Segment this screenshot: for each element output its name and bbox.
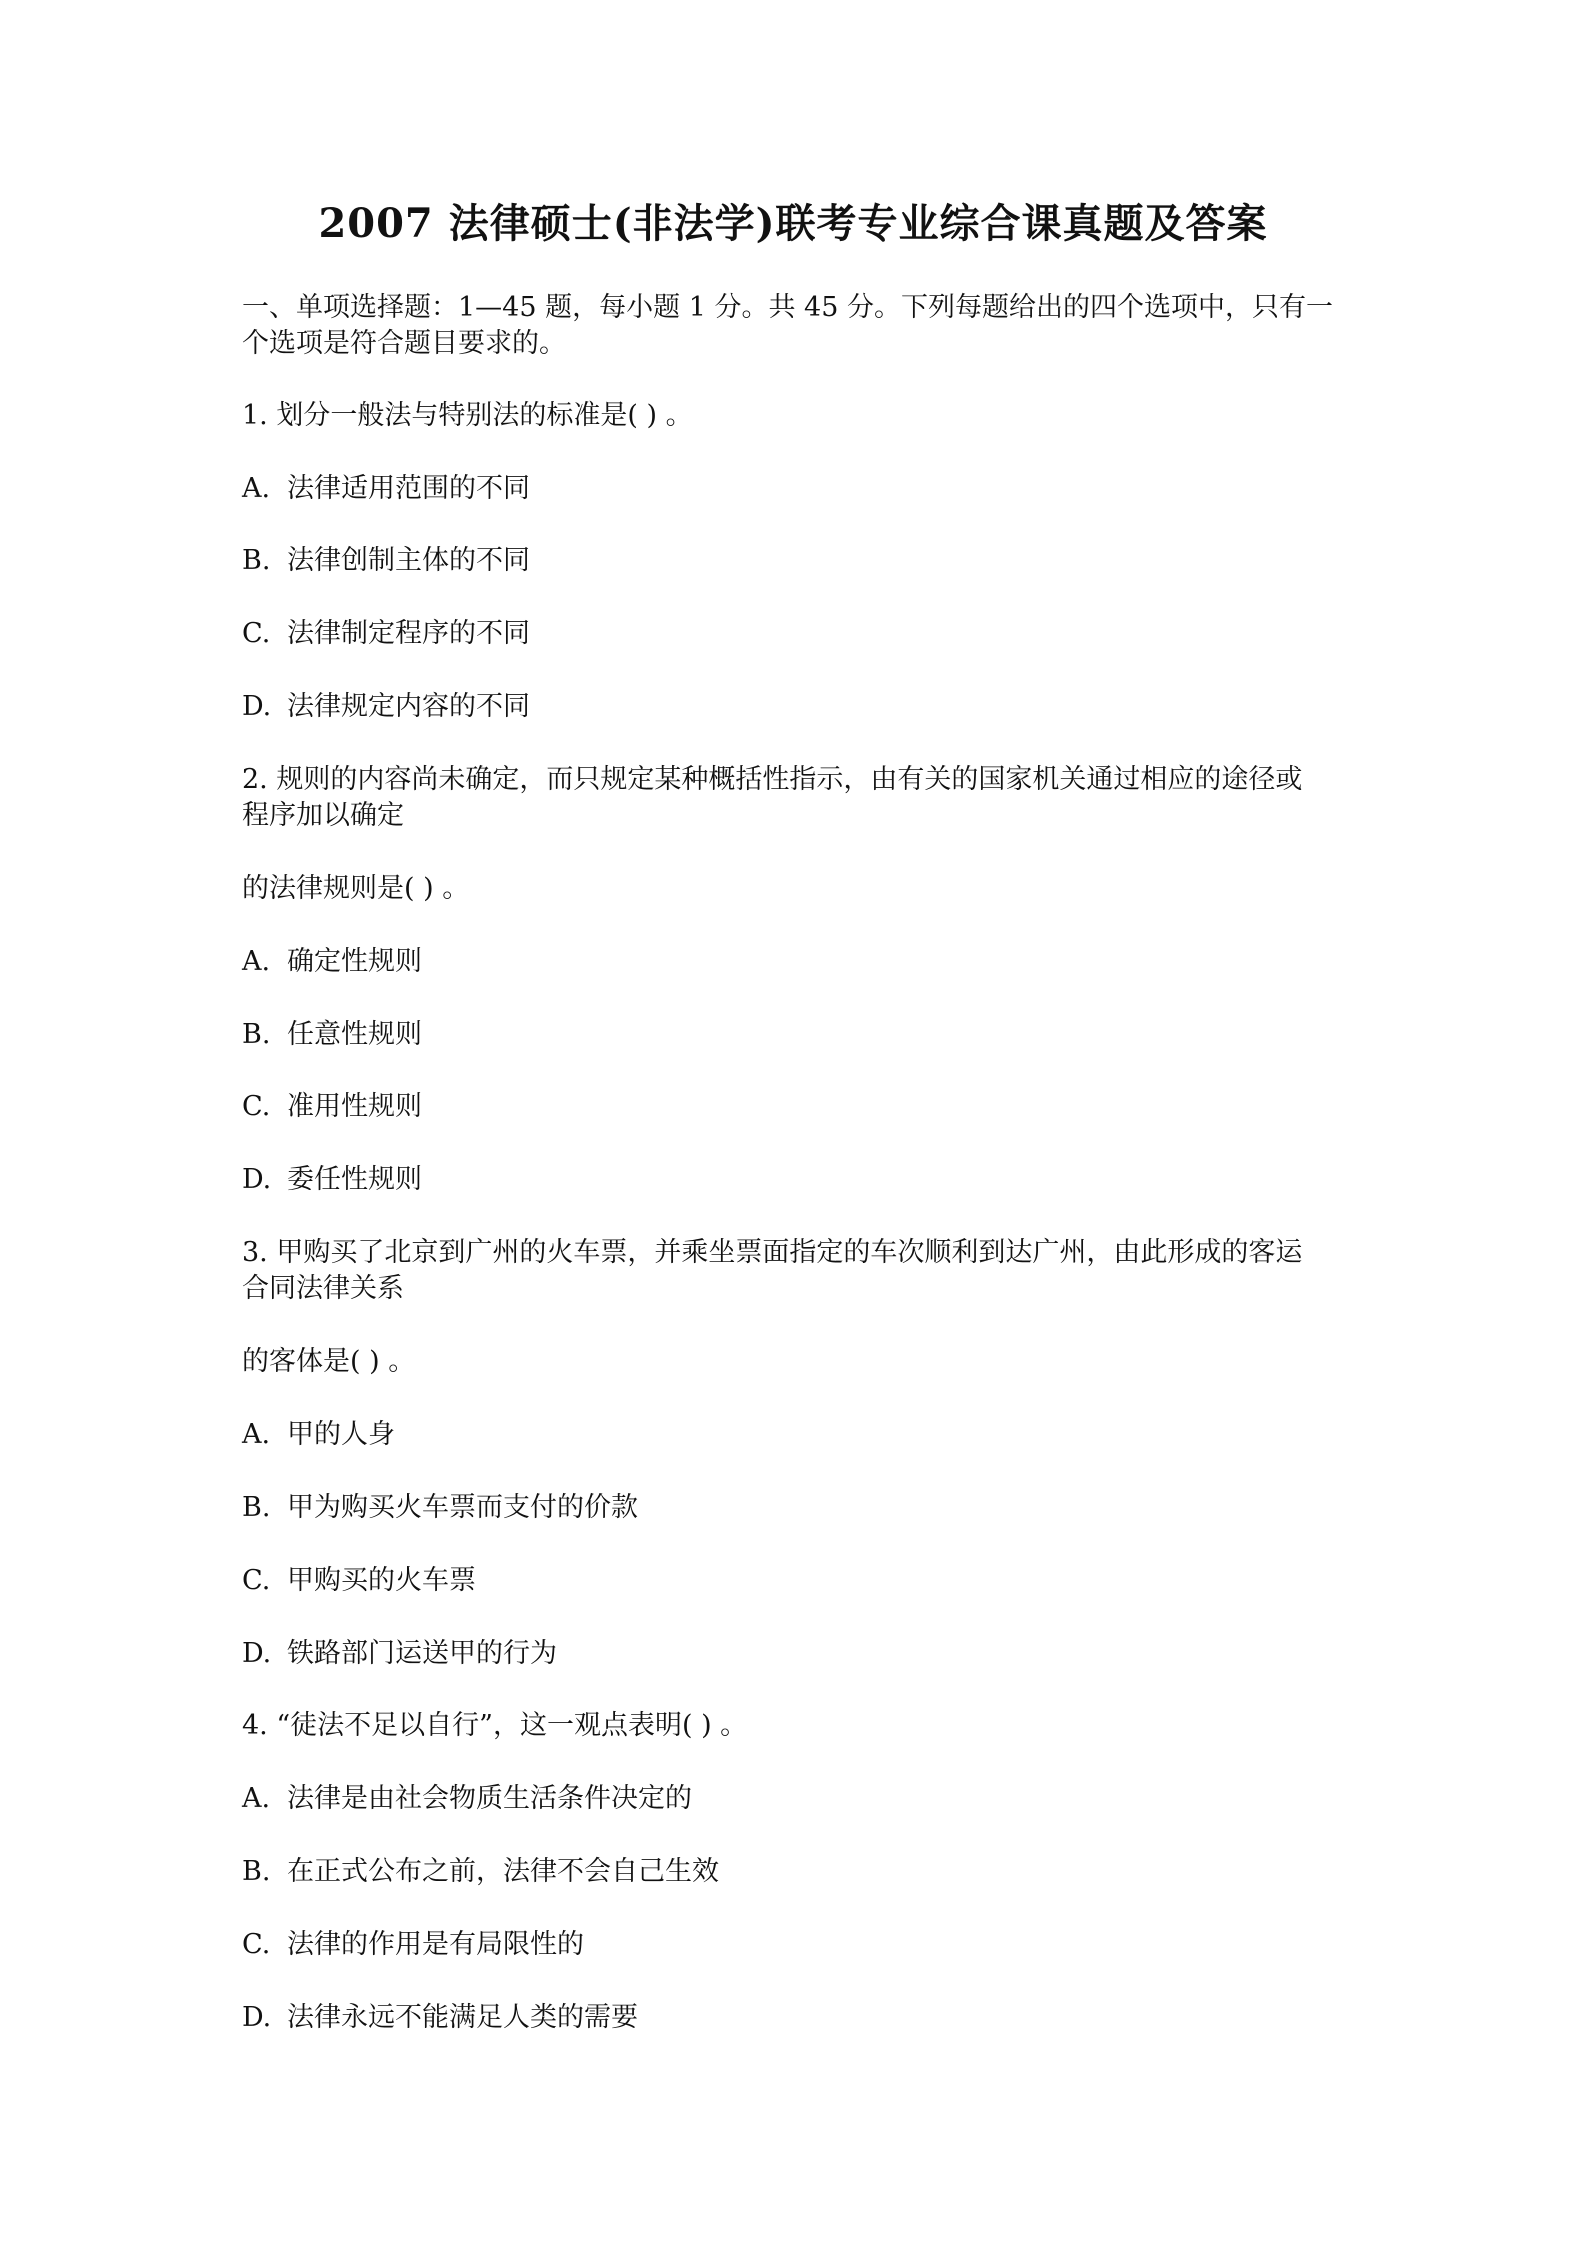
option-letter: D. xyxy=(242,2002,272,2033)
option-letter: A. xyxy=(242,946,271,977)
option-letter: C. xyxy=(242,1929,271,1960)
option-text: 确定性规则 xyxy=(287,946,422,977)
question-3-option-d xyxy=(242,1636,1352,1672)
question-1-option-d xyxy=(242,689,1352,725)
option-text: 任意性规则 xyxy=(287,1019,422,1050)
option-text: 甲的人身 xyxy=(287,1419,395,1450)
question-1-option-a xyxy=(242,471,1352,507)
option-text: 法律是由社会物质生活条件决定的 xyxy=(287,1783,692,1814)
question-2-option-a xyxy=(242,944,1352,980)
question-4-option-c xyxy=(242,1927,1352,1963)
question-4-option-b xyxy=(242,1854,1352,1890)
question-4-option-a xyxy=(242,1781,1352,1817)
option-letter: B. xyxy=(242,1019,271,1050)
option-text: 法律的作用是有局限性的 xyxy=(287,1929,584,1960)
option-text: 准用性规则 xyxy=(287,1091,422,1122)
question-3-stem-line-1: 3. 甲购买了北京到广州的火车票，并乘坐票面指定的车次顺利到达广州，由此形成的客运 xyxy=(242,1237,1303,1268)
question-1-option-b xyxy=(242,543,1352,579)
option-letter: B. xyxy=(242,1856,271,1887)
section-intro-line-2: 个选项是符合题目要求的。 xyxy=(242,328,566,359)
question-3-option-c xyxy=(242,1563,1352,1599)
question-2-option-d xyxy=(242,1162,1352,1198)
question-2-stem-line-2: 程序加以确定 xyxy=(242,800,404,831)
option-letter: A. xyxy=(242,1783,271,1814)
option-text: 在正式公布之前，法律不会自己生效 xyxy=(287,1856,719,1887)
question-2-stem-line-3: 的法律规则是( ) 。 xyxy=(242,873,470,904)
question-3-option-a xyxy=(242,1417,1352,1453)
question-3-option-b xyxy=(242,1490,1352,1526)
option-text: 法律适用范围的不同 xyxy=(287,473,530,504)
question-2-option-b xyxy=(242,1017,1352,1053)
option-text: 甲购买的火车票 xyxy=(287,1565,476,1596)
section-intro-line-1: 一、单项选择题：1—45 题，每小题 1 分。共 45 分。下列每题给出的四个选项中，只有一 xyxy=(242,292,1333,323)
option-text: 铁路部门运送甲的行为 xyxy=(287,1638,557,1669)
question-1-option-c xyxy=(242,616,1352,652)
option-letter: B. xyxy=(242,545,271,576)
option-letter: A. xyxy=(242,1419,271,1450)
option-letter: C. xyxy=(242,1091,271,1122)
question-2-stem-line-1: 2. 规则的内容尚未确定，而只规定某种概括性指示，由有关的国家机关通过相应的途径或 xyxy=(242,764,1303,795)
question-2-option-c xyxy=(242,1089,1352,1125)
question-3-stem-line-3: 的客体是( ) 。 xyxy=(242,1346,416,1377)
option-letter: A. xyxy=(242,473,271,504)
question-3-stem-line-2: 合同法律关系 xyxy=(242,1273,404,1304)
option-letter: D. xyxy=(242,1638,272,1669)
option-letter: C. xyxy=(242,618,271,649)
question-1-stem: 1. 划分一般法与特别法的标准是( ) 。 xyxy=(242,400,693,431)
option-letter: B. xyxy=(242,1492,271,1523)
option-text: 委任性规则 xyxy=(287,1164,422,1195)
option-letter: C. xyxy=(242,1565,271,1596)
option-text: 法律永远不能满足人类的需要 xyxy=(287,2002,638,2033)
option-text: 法律制定程序的不同 xyxy=(287,618,530,649)
document-title: 2007 法律硕士(非法学)联考专业综合课真题及答案 xyxy=(318,200,1268,247)
option-text: 甲为购买火车票而支付的价款 xyxy=(287,1492,638,1523)
question-4-option-d xyxy=(242,2000,1352,2036)
option-text: 法律规定内容的不同 xyxy=(287,691,530,722)
question-4-stem: 4. “徒法不足以自行”，这一观点表明( ) 。 xyxy=(242,1710,748,1741)
option-letter: D. xyxy=(242,691,272,722)
option-text: 法律创制主体的不同 xyxy=(287,545,530,576)
option-letter: D. xyxy=(242,1164,272,1195)
